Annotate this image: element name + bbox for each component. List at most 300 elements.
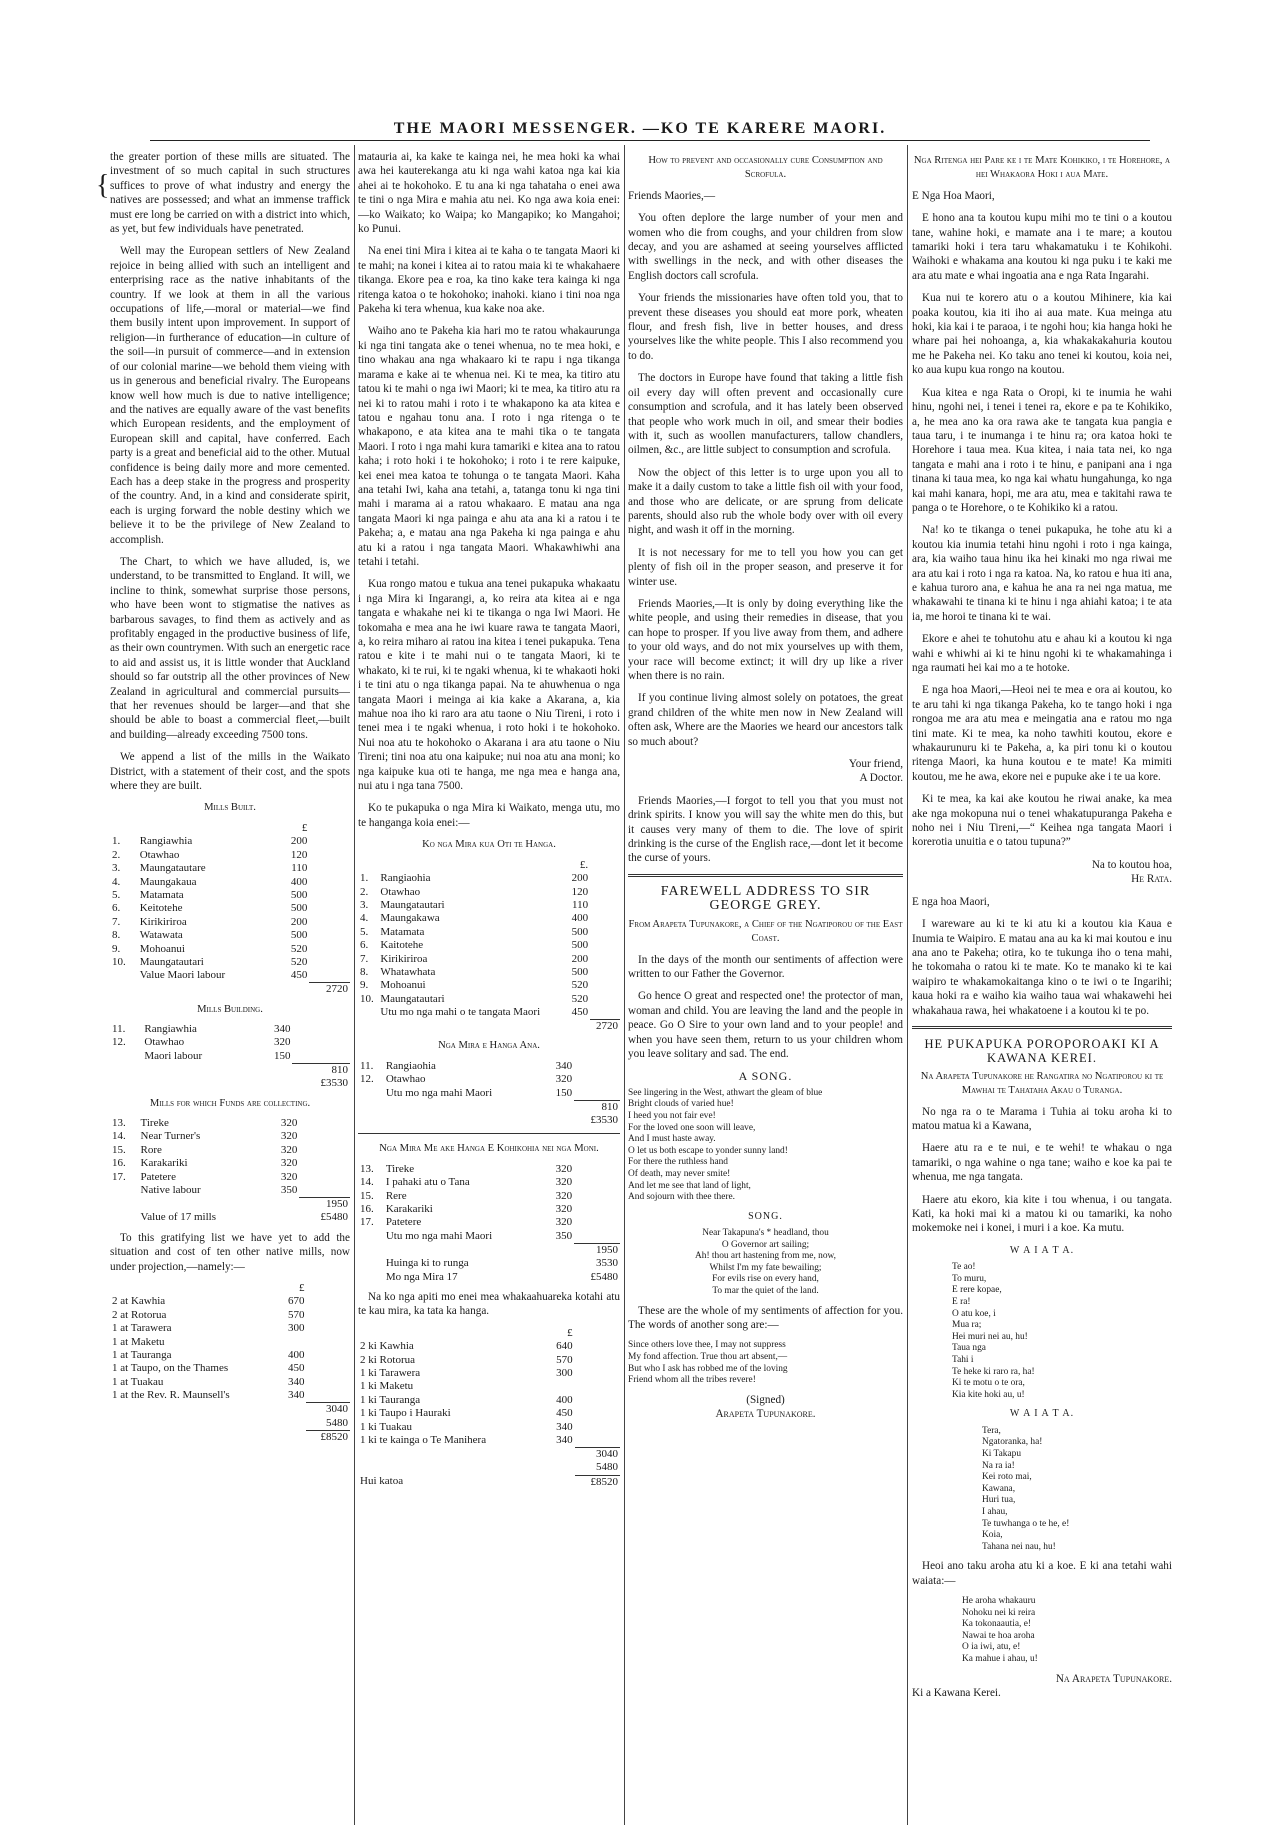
poem-line: Bright clouds of varied hue! (628, 1099, 734, 1110)
table-row (110, 1389, 350, 1402)
poem-line: Ah! thou art hastening from me, now, (694, 1251, 837, 1262)
table-cell (309, 862, 350, 875)
poem-line: Ngatoranka, ha! (982, 1437, 1043, 1448)
row-number: 11. (360, 1059, 374, 1072)
table-cell (574, 1203, 620, 1216)
poem-line: Kawana, (982, 1483, 1016, 1494)
poem (912, 1426, 1172, 1554)
salutation: Friends Maories,— (628, 189, 716, 202)
row-number: 6. (112, 902, 121, 915)
poem-line: Friend whom all the tribes revere! (628, 1375, 756, 1386)
mill-name: Tireke (385, 1162, 415, 1175)
table-cell (299, 1171, 350, 1184)
row-number: 7. (112, 915, 121, 928)
mill-location: 1 at Tauranga (112, 1349, 172, 1361)
paragraph: Haere atu ra e te nui, e te wehi! te whakau o nga tamariki, o nga wahine o nga tane; waiho e koe ka pai te whenua, me nga tangata. (912, 1142, 1172, 1184)
poem-line: I ahau, (982, 1506, 1008, 1517)
mill-cost: 400 (556, 1393, 573, 1406)
mill-cost: 320 (273, 1036, 291, 1049)
mill-location: 1 at Tuakau (112, 1375, 164, 1388)
paragraph: Na enei tini Mira i kitea ai te kaha o te tangata Maori ki te mahi; na konei i kitea ai to ratou maia ki te whakahaere tikanga. Ekore pea e roa, ka tino kake tera kainga ki nga ritenga katoa o te hokohoko; inahoki. kiano i tini noa nga Pakeha ki tera whenua, kua kake noa ake. (358, 245, 620, 316)
mill-cost: 400 (571, 912, 589, 925)
mill-location: 1 ki Tuakau (360, 1420, 412, 1433)
mill-name: Maungakaua (139, 875, 197, 888)
paragraph: These are the whole of my sentiments of affection for you. The words of another song are:— (628, 1304, 903, 1332)
table-row (358, 1407, 620, 1420)
table-row (358, 1216, 620, 1229)
mills-built-table (110, 822, 350, 997)
paragraph: E nga hoa Maori,—Heoi nei te mea e ora ai koutou, ko te aru tahi ki nga tikanga Pakeha, ko te tango hoki i nga rongoa me ara atu mea e meingatia ana e ratou mo nga tini mate. Ki te mea, ka noho tawhiti koutou, ekore e whakaurunuru ki te Pakeha, a, ka piri tonu ki o koutou ritenga Maori, ka huna koutou e te mate! Ka mimiti koutou, me he awa, ekore nei e pupuke ake i te ua kore. (912, 684, 1172, 783)
row-number: 10. (112, 955, 126, 968)
signature-line: (Signed) (746, 1393, 785, 1406)
poem-line: O Governor art sailing; (721, 1239, 810, 1250)
table-cell: Huinga ki to runga (385, 1257, 469, 1270)
subtotal: 3040 (575, 1447, 620, 1461)
mill-cost: 340 (556, 1434, 573, 1447)
poem-title: SONG. (748, 1210, 783, 1222)
poem-line: To mar the quiet of the land. (712, 1286, 819, 1297)
mills-funds-table (110, 1117, 350, 1225)
mill-name: Karakariki (140, 1157, 188, 1170)
byline: From Arapeta Tupunakore, a Chief of the Ngatiporou of the East Coast. (628, 918, 903, 945)
grand-total: £8520 (306, 1430, 350, 1444)
mill-cost: 640 (556, 1340, 573, 1353)
mill-cost: 200 (571, 872, 589, 885)
divider (358, 1133, 620, 1134)
mill-location: 2 at Kawhia (112, 1295, 166, 1308)
row-number: 12. (360, 1073, 374, 1086)
mill-name: Rangiawhia (144, 1023, 197, 1036)
table-cell: Value Maori labour (139, 969, 226, 982)
table-row (358, 872, 620, 885)
paragraph: Na! ko te tikanga o tenei pukapuka, he tohe atu ki a koutou kia inumia tetahi hinu ngohi i roto i nga kainga, ara, kia waiho taua hinu ika hei kinaki mo nga riwai me ara atu kai i roto i nga ra katoa. Na, ko ratou e hua iti ana, e kahua turoro ana, e kahua he ana ra nei nga matua, me whakawahi te tinana ki te hinu i nga ahiahi katoa; i te ata ia, me horoi te tinana ki te wai. (912, 524, 1172, 623)
signature-line: Na to koutou hoa, (1091, 858, 1172, 871)
currency-symbol: £ (301, 821, 308, 834)
mill-cost: 340 (555, 1059, 573, 1072)
poem-line: Na ra ia! (982, 1460, 1015, 1471)
table-cell (299, 1157, 350, 1170)
mill-cost: 320 (555, 1203, 573, 1216)
table-row (110, 849, 350, 862)
mill-name: Kirikiriroa (139, 915, 187, 928)
poem-line: Ki Takapu (982, 1448, 1022, 1459)
paragraph: In the days of the month our sentiments of affection were written to our Father the Governor. (628, 953, 903, 980)
table-cell (574, 1190, 620, 1203)
mill-cost: 450 (287, 1362, 305, 1375)
poem-line: E ra! (952, 1297, 971, 1307)
poem-line: Nawai te hoa aroha (962, 1630, 1035, 1641)
poem-line: E rere kopae, (952, 1285, 1002, 1296)
grand-total: £8520 (575, 1475, 620, 1489)
poem-line: Of death, may never smite! (628, 1168, 731, 1179)
poem-line: Kia kite hoki au, u! (952, 1389, 1025, 1400)
subtotal: 3040 (306, 1403, 350, 1417)
table-cell (299, 1117, 350, 1130)
table-cell (309, 849, 350, 862)
paragraph: Well may the European settlers of New Zealand rejoice in being allied with such an intelligent and enterprising race as the native inhabitants of the country. If we look at them in all the various occupations of life,—moral or material—we find them busily intent upon improvement. In support of religion—in furtherance of education—in culture of the soil—in pursuit of commerce—and in extension of our colonial marine—we behold them vieing with us in generous and beneficial rivalry. The Europeans know well how much is due to native intelligence; and the natives are equally aware of the vast benefits which European residents, and the employment of European skill and capital, have conferred. Each party is a great and beneficial aid to the other. Mutual confidence is being daily more and more cemented. Each has a deep stake in the progress and prosperity of the country. And, in a kind and considerate spirit, each is urging forward the noble destiny which we believe it to be the privilege of New Zealand to accomplish. (110, 245, 350, 546)
mill-location: 1 ki Taupo i Hauraki (360, 1407, 451, 1420)
table-row (110, 1336, 350, 1349)
table-cell (306, 1309, 350, 1322)
table-cell (575, 1394, 620, 1407)
table-row (110, 1376, 350, 1389)
mill-name: Tireke (140, 1117, 169, 1129)
table-cell: Native labour (140, 1184, 201, 1197)
masthead: THE MAORI MESSENGER. —KO TE KARERE MAORI. (393, 120, 887, 137)
poem-line: For there the ruthless hand (628, 1157, 728, 1168)
mill-cost: 340 (287, 1375, 305, 1388)
mill-name: Mohoanui (139, 942, 185, 955)
projected-mills-table (110, 1282, 350, 1444)
table-row (358, 1340, 620, 1353)
mill-location: 2 ki Kawhia (360, 1340, 414, 1353)
section-heading: Mills Building. (197, 1003, 263, 1015)
mill-cost: 340 (556, 1420, 573, 1433)
paragraph: Go hence O great and respected one! the protector of man, woman and child. You are leaving the land and the people in peace. Go O Sire to your own land and to your people! and when you have seen them, return to us your children whom you leave solitary and sad. The end. (628, 990, 903, 1060)
mill-cost: 320 (280, 1143, 298, 1156)
mill-name: Otawhao (380, 885, 421, 898)
signature-line: Your friend, (848, 758, 903, 771)
table-row (110, 835, 350, 848)
table-row (110, 1295, 350, 1308)
row-number: 15. (112, 1143, 126, 1156)
table-cell (306, 1295, 350, 1308)
paragraph: the greater portion of these mills are situated. The investment of so much capital in such structures suffices to prove of what industry and energy the natives are possessed; and what an immense traffick must ere long be carried on with a district into which, as yet, but few individuals have penetrated. (110, 151, 350, 236)
maori-mills-funds-table (358, 1163, 620, 1284)
row-number: 2. (360, 885, 369, 898)
mill-name: Otawhao (144, 1036, 185, 1049)
paragraph: We append a list of the mills in the Waikato District, with a statement of their cost, and the spots where they are built. (110, 751, 350, 793)
paragraph: I wareware au ki te ki atu ki a koutou kia Kaua e Inumia te Waipiro. E matau ana au ka ki mai koutou e inu ana ano te Pakeha; otira, ko te tukunga iho o tena mahi, he tokomaha o ratou ki te mate. Ko te manako ki te kai waipiro te whakamokaitanga kino o te iwi o te Ingarihi; kaua hoki ra e waiho kia waiho taua wai whakawehi hei whakahaua rawa, hei whakatoene i a koutou ki te po. (912, 918, 1172, 1017)
row-number: 9. (360, 979, 369, 992)
section-heading: Mills for which Funds are collecting. (149, 1097, 311, 1109)
paragraph: Now the object of this letter is to urge upon you all to make it a daily custom to take a little fish oil with your food, and those who are delicate, or are sprung from delicate parents, should also rub the whole body over with oil every night, and wash it off in the morning. (628, 466, 903, 537)
row-number: 16. (112, 1157, 126, 1170)
poem-line: Ka tokonaautia, e! (962, 1619, 1031, 1630)
mill-name: Maungatautari (380, 992, 445, 1005)
table-row (358, 1394, 620, 1407)
table-cell (309, 929, 350, 942)
table-cell (574, 1060, 620, 1073)
table-cell (575, 1380, 620, 1393)
mill-name: Maungakawa (380, 912, 440, 925)
table-cell: Utu mo nga mahi Maori (385, 1229, 493, 1242)
paragraph: Friends Maories,—It is only by doing everything like the white people, and using their remedies in disease, that you can hope to prosper. If you live away from them, and adhere to your old ways, and do not mix yourselves up with them, your race will become extinct; it will dry up like a river when there is no rain. (628, 597, 903, 682)
table-cell (575, 1434, 620, 1447)
subtotal: 1950 (299, 1197, 350, 1211)
mill-location: 1 ki Tauranga (360, 1393, 421, 1406)
paragraph: No nga ra o te Marama i Tuhia ai toku aroha ki to matou matua ki a Kawana, (912, 1105, 1172, 1132)
table-cell (299, 1130, 350, 1143)
row-number: 7. (360, 952, 369, 965)
poem-line: Hei muri nei au, hu! (952, 1331, 1028, 1342)
table-cell (292, 1023, 350, 1036)
addressee: Ki a Kawana Kerei. (912, 1687, 1001, 1700)
poem-line: Te ao! (952, 1262, 976, 1273)
mill-cost: 320 (555, 1073, 573, 1086)
poem-line: Mua ra; (952, 1320, 982, 1331)
signature: A Doctor. (859, 772, 903, 785)
poem-line: And let me see that land of light, (628, 1180, 751, 1191)
mill-cost: 200 (290, 835, 308, 848)
table-cell (590, 953, 620, 966)
table-row (110, 1349, 350, 1362)
table-cell (309, 943, 350, 956)
poem-line: To muru, (952, 1273, 987, 1284)
divider (628, 874, 903, 877)
table-row (358, 993, 620, 1006)
table-row (110, 1322, 350, 1335)
row-number: 17. (112, 1170, 126, 1183)
mill-name: Kirikiriroa (380, 952, 428, 965)
row-number: 12. (112, 1036, 126, 1049)
row-number: 6. (360, 939, 369, 952)
mill-name: Watawata (139, 929, 183, 942)
row-number: 5. (360, 925, 369, 938)
total: £5480 (590, 1270, 618, 1283)
poem-line: And sojourn with thee there. (628, 1192, 736, 1203)
currency-symbol: £ (298, 1281, 305, 1294)
article-title: How to prevent and occasionally cure Consumption and Scrofula. (648, 155, 883, 181)
column-divider-1 (354, 145, 355, 1825)
paragraph: Ki te mea, ka kai ake koutou he riwai anake, ka mea ake nga mokopuna nui o tenei whakatupuranga Pakeha e noho nei i Niu Tireni,—“ Keihea nga tangata Maori i korerotia unuitia e o tatou tupuna?” (912, 793, 1172, 849)
mill-cost: 340 (287, 1389, 305, 1402)
paragraph: The doctors in Europe have found that taking a little fish oil every day will often prevent and occasionally cure consumption and scrofula, and it has lately been observed that people who work much in oil, and smear their bodies with it, such as woollen manufacturers, tallow chandlers, oilmen, &c., are little subject to consumption and scrofula. (628, 372, 903, 457)
mill-cost: 670 (287, 1295, 305, 1308)
running-total: £3530 (590, 1114, 618, 1126)
table-row (110, 1362, 350, 1375)
table-cell (590, 926, 620, 939)
table-row (358, 899, 620, 912)
mill-cost: 320 (555, 1162, 573, 1175)
paragraph: You often deplore the large number of your men and women who die from coughs, and your children from slow decay, and you are ashamed at seeing yourselves afflicted with swellings in the neck, and with other diseases the English doctors call scrofula. (628, 212, 903, 282)
table-cell: 3530 (596, 1257, 618, 1270)
row-number: 10. (360, 992, 374, 1005)
table-cell (309, 835, 350, 848)
table-cell (309, 889, 350, 902)
mill-cost: 500 (571, 965, 589, 978)
mill-name: I pahaki atu o Tana (385, 1176, 470, 1189)
table-row (110, 929, 350, 942)
paragraph: Waiho ano te Pakeha kia hari mo te ratou whakaurunga ki nga tini tangata ake o tenei whenua, no te mea hoki, e tino whakau ana nga whakaaro ki te rapu i nga tikanga marama e kake ai te whenua nei. Ki te mea, ka titiro atu tatou ki te mahi o nga iwi Maori; ki te mea, ka titiro atu ra nei ki to ratou mahi i roto i te whakapono ka ata kitea e tatou e ngahau tonu ana. I roto i nga ritenga o te whakapono, e ata kitea ana te mahi tika o te tangata Maori. I roto i nga mahi kura tamariki e kitea ana to ratou kaha; i roto hoki i te hokohoko; i roto i te rere kaipuke, kei enei mea katoa te tohunga o te tangata Maori. Kaha ana tetahi Iwi, kaha ana tetahi, a, tatanga tonu ki nga tini mahi i marama ai a ratou whakaaro. E matau ana nga tangata Maori ki nga painga e ahu ata ana ki a ratou i te Pakeha; a, e matau ana nga Pakeha ki nga painga e ahu atu ki a ratou i nga tangata Maori. Whakawhiwhi ana tetahi i tetahi. (358, 325, 620, 568)
mill-name: Keitotehe (139, 902, 183, 915)
table-cell (590, 899, 620, 912)
poem-title: W A I A T A. (1009, 1244, 1075, 1256)
running-total: £3530 (320, 1077, 348, 1090)
poem-line: Whilst I'm my fate bewailing; (709, 1262, 822, 1273)
table-cell (575, 1340, 620, 1353)
mill-cost: 520 (571, 992, 589, 1005)
row-number: 14. (360, 1176, 374, 1189)
poem-title: W A I A T A. (1009, 1408, 1075, 1420)
row-number: 3. (360, 898, 369, 911)
mill-cost: 110 (291, 862, 308, 875)
mill-name: Maungatautare (139, 862, 206, 875)
maori-mills-building-table (358, 1060, 620, 1128)
table-row (358, 1073, 620, 1086)
table-cell: Mo nga Mira 17 (385, 1270, 458, 1283)
table-row (358, 966, 620, 979)
table-row (358, 1434, 620, 1447)
table-cell (574, 1216, 620, 1229)
table-cell (299, 1144, 350, 1157)
paragraph: To this gratifying list we have yet to add the situation and cost of ten other native mills, now under projection,—namely:— (110, 1231, 350, 1273)
table-cell (590, 993, 620, 1006)
paragraph: If you continue living almost solely on potatoes, the great grand children of the white men now in New Zealand will often ask, Where are the Maories we heard our ancestors talk so much about? (628, 692, 903, 748)
poem-line: For evils rise on every hand, (712, 1274, 819, 1285)
poem-line: Nohoku nei ki reira (962, 1607, 1036, 1618)
subtotal: 810 (292, 1063, 350, 1077)
mill-location: 1 at Maketu (112, 1335, 165, 1348)
table-row (110, 1036, 350, 1049)
mill-name: Rangiaohia (385, 1059, 436, 1072)
table-cell (309, 916, 350, 929)
mill-cost: 300 (556, 1367, 573, 1379)
table-cell (575, 1421, 620, 1434)
margin-brace-mark: { (96, 170, 110, 201)
poem-line: Koia, (982, 1530, 1003, 1541)
row-number: 1. (112, 835, 121, 848)
row-number: 3. (112, 862, 121, 875)
poem (628, 1228, 903, 1298)
table-cell (309, 956, 350, 969)
table-row (110, 916, 350, 929)
mill-cost: 320 (280, 1117, 298, 1129)
table-row (358, 1190, 620, 1203)
mill-location: 1 at Tarawera (112, 1322, 172, 1335)
subtotal: 5480 (326, 1416, 348, 1429)
paragraph: It is not necessary for me to tell you how you can get plenty of fish oil in the proper season, and preserve it for winter use. (628, 546, 903, 588)
table-cell (575, 1367, 620, 1380)
table-cell: 450 (290, 969, 308, 982)
table-cell (309, 876, 350, 889)
poem-line: My fond affection. True thou art absent,— (628, 1352, 788, 1363)
poem-title: A SONG. (738, 1069, 793, 1084)
mill-location: 1 at the Rev. R. Maunsell's (112, 1389, 230, 1402)
row-number: 13. (360, 1162, 374, 1175)
mill-cost: 200 (290, 915, 308, 928)
column-4 (912, 150, 1172, 1820)
table-row (110, 943, 350, 956)
poem-line: Tahana nei nau, hu! (982, 1541, 1056, 1552)
mill-location: 2 ki Rotorua (360, 1353, 415, 1366)
table-row (358, 939, 620, 952)
table-cell (575, 1407, 620, 1420)
paragraph: Kua nui te korero atu o a koutou Mihinere, kia kai poaka koutou, kia iti iho ai aua mate. Kua meinga atu hoki, kia kai i te paraoa, i te ngohi hou; kia hanga hoki he whare pai hei nohoanga, a, kia whakakakahuria koutou me he Pakeha nei. Ko taku ano tenei ki koutou, koia nei, ko aua kupu kua rongo na koutou. (912, 292, 1172, 377)
table-row (358, 1421, 620, 1434)
subtotal: 1950 (574, 1243, 620, 1257)
table-cell (306, 1336, 350, 1349)
table-cell: Hui katoa (360, 1475, 404, 1488)
mill-cost: 520 (571, 979, 589, 992)
poem-line: Ki te motu o te ora, (952, 1378, 1025, 1389)
poem-line: Tahi i (952, 1354, 974, 1365)
mill-name: Maungatautari (139, 955, 204, 968)
table-row (358, 1163, 620, 1176)
table-cell (574, 1176, 620, 1189)
table-cell (590, 912, 620, 925)
table-cell (309, 902, 350, 915)
mill-cost: 110 (572, 898, 589, 911)
poem-line: Tera, (982, 1425, 1001, 1436)
table-row (110, 889, 350, 902)
row-number: 9. (112, 942, 121, 955)
mill-cost: 320 (555, 1189, 573, 1202)
table-row (110, 1144, 350, 1157)
mill-name: Matamata (139, 888, 184, 901)
mill-name: Patetere (140, 1170, 176, 1183)
table-row (358, 1203, 620, 1216)
poem-line: Since others love thee, I may not suppress (628, 1340, 786, 1351)
signature: He Rata. (1131, 873, 1172, 886)
poem-line: Te heke ki raro ra, ha! (952, 1366, 1035, 1377)
table-row (358, 1354, 620, 1367)
section-heading: Nga Mira e Hanga Ana. (438, 1040, 540, 1052)
mill-name: Patetere (385, 1216, 422, 1229)
table-row (110, 862, 350, 875)
column-2 (358, 150, 620, 1820)
paragraph: Kua rongo matou e tukua ana tenei pukapuka whakaatu i nga Mira ki Ingarangi, a, ko reira ata kitea ai e nga tangata e whakahe nei ki te tikanga o nga Iwi Maori. He tokomaha e mea ana he iwi kuare rawa te tangata Maori, a, ko reira miharo ai ratou ina kitea i tenei pukapuka. Tena ratou e kite i te mahi nui o te tangata Maori, ki te whakato, ki te rui, ki te ngaki whenua, ki te whakaoti hoki i te tini atu o nga tikanga papai. Na te ahuwhenua o nga tangata Maori i meinga ai kia kake a Akarana, a, kia mahue noa iho ki raro ara atu taone o Niu Tireni, i roto i tenei mea i te ngaki whenua, i roto hoki i te hokohoko. Nui noa atu te hokohoko o Akarana i ara atu taone o Niu Tireni; tini noa atu ona kaipuke; nui noa atu ana moni; ko nga kaipuke kua oti te hanga, me nga mea e hanga ana, nui atu i nga tana 7500. (358, 578, 620, 793)
row-number: 4. (360, 912, 369, 925)
table-row (358, 926, 620, 939)
table-cell (292, 1036, 350, 1049)
table-row (110, 956, 350, 969)
mill-name: Mohoanui (380, 979, 426, 992)
mill-cost: 320 (280, 1130, 298, 1143)
row-number: 5. (112, 888, 121, 901)
byline: Na Arapeta Tupunakore he Rangatira no Ngatiporou ki te Mawhai te Tahataha Akau o Turanga. (920, 1070, 1164, 1097)
table-cell: Utu mo nga mahi o te tangata Maori (380, 1006, 541, 1019)
mill-cost: 120 (571, 885, 589, 898)
poem (912, 1596, 1172, 1666)
column-divider-2 (624, 145, 625, 1825)
poem-line: For the loved one soon will leave, (628, 1122, 756, 1133)
column-1 (110, 150, 350, 1820)
mill-cost: 570 (556, 1353, 573, 1366)
mill-cost: 320 (555, 1176, 573, 1189)
mill-cost: 120 (290, 848, 308, 861)
table-row (358, 1367, 620, 1380)
article-title: FAREWELL ADDRESS TO SIR GEORGE GREY. (660, 883, 871, 914)
row-number: 1. (360, 872, 369, 885)
paragraph: E hono ana ta koutou kupu mihi mo te tini o a koutou tane, wahine hoki, e mamate ana i te mare; a koutou tamariki hoki i tera taru whakamatuku i te Kohikohi. Waihoki e whakama ana koutou ki nga puku i te kaki me ara atu mate e whai ingoatia ana e nga Rata Ingarahi. (912, 212, 1172, 282)
masthead-rule (150, 140, 1150, 141)
row-number: 11. (112, 1023, 126, 1036)
poem-line: Near Takapuna's * headland, thou (702, 1228, 829, 1239)
mill-cost: 500 (571, 925, 589, 938)
table-cell (574, 1163, 620, 1176)
mill-name: Matamata (380, 925, 425, 938)
mill-cost: 400 (287, 1349, 305, 1361)
table-row (110, 1309, 350, 1322)
mill-cost: 500 (290, 888, 308, 901)
mill-name: Kaitotehe (380, 939, 424, 952)
table-cell (590, 979, 620, 992)
table-cell (590, 939, 620, 952)
row-number: 4. (112, 875, 121, 888)
table-cell (590, 886, 620, 899)
section-heading: Mills Built. (204, 802, 256, 814)
paragraph: matauria ai, ka kake te kainga nei, he mea hoki ka whai awa hei kauterekanga atu ki nga wahi katoa nga kai kia ahei ai te hokohoko. E tu ana ki nga tahataha o enei awa te tini o nga Mira e mahia atu nei. Ko nga awa koia enei:—ko Waikato; ko Waipa; ko Mangapiko; ko Mangahoi; ko Punui. (358, 151, 620, 236)
paragraph: Kua kitea e nga Rata o Oropi, ki te inumia he wahi hinu, ngohi nei, i tenei i tenei ra, ekore e pa te Kohikiko, a, he mea ano ka ora rawa ake te tangata kua pangia e taua taru, i te inumanga i te hinu ra; ora katoa hoki te Horehore i taua mea. Kua kitea, i naia tata nei, ko nga tangata e mahi ana i roto i te hinu, e panipani ana i nga tinana ki taua mea, ko nga kai whatu hungahunga, ko nga kai mahi kanara, hopi, me ara atu, mea e takitahi rawa te panga o te Horehore, o te Kohikiko ki a ratou. (912, 386, 1172, 514)
mill-name: Whatawhata (380, 965, 436, 978)
mill-cost: 500 (290, 902, 308, 915)
table-cell: 350 (280, 1184, 298, 1197)
row-number: 2. (112, 848, 121, 861)
table-cell: 450 (571, 1006, 589, 1019)
subtotal: 810 (574, 1100, 620, 1114)
mill-name: Rangiawhia (139, 835, 193, 848)
